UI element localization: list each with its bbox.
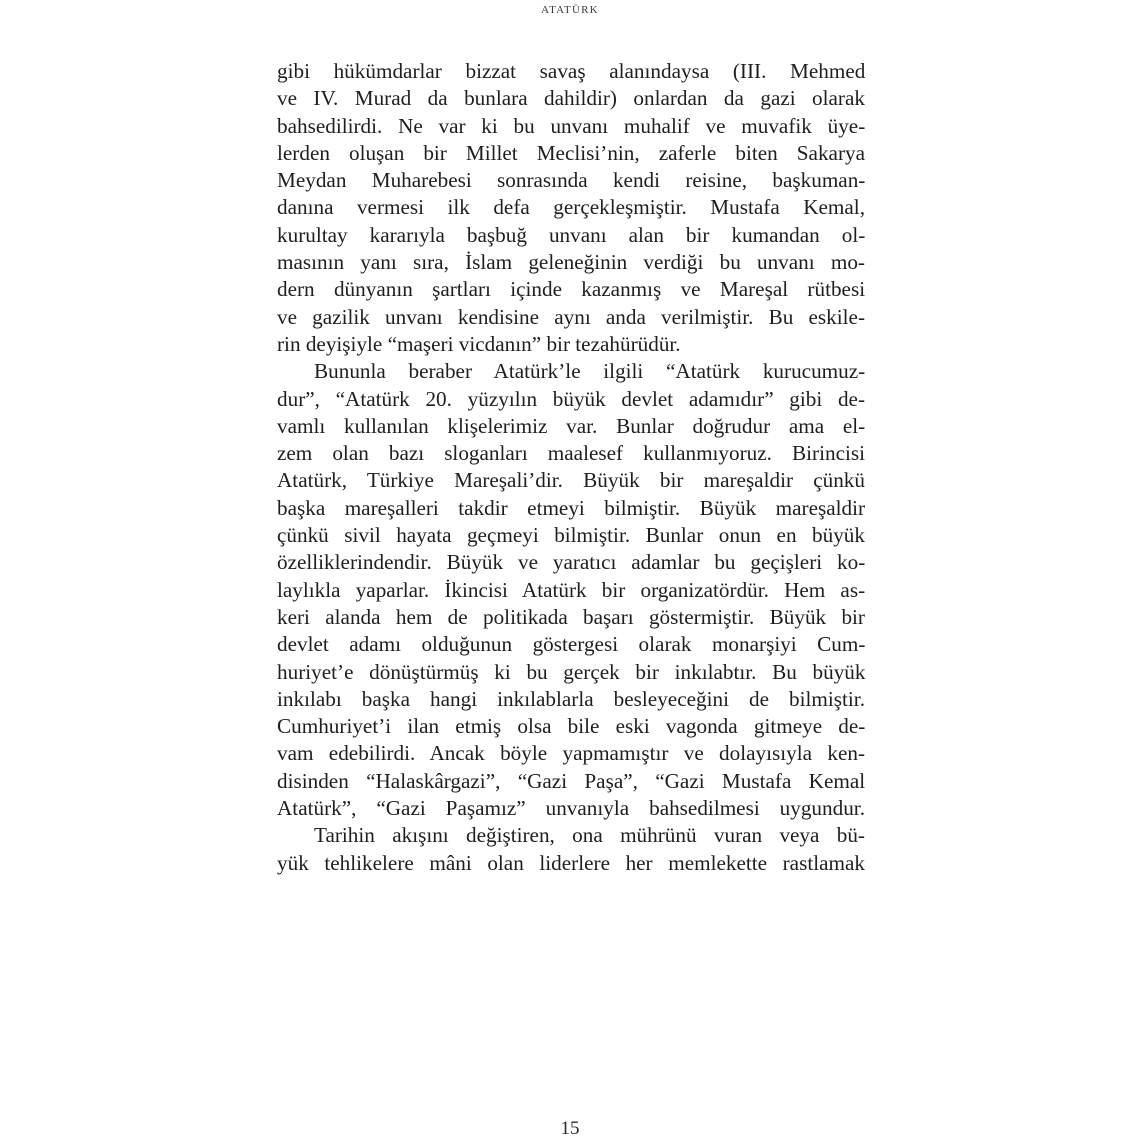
text-line: kurultay kararıyla başbuğ unvanı alan bir kumandan ol- [277,222,866,247]
text-line: çünkü sivil hayata geçmeyi bilmiştir. Bunlar onun en büyük [277,523,865,548]
text-line: başka mareşalleri takdir etmeyi bilmiştir. Büyük mareşaldir [277,495,866,520]
text-line: huriyet’e dönüştürmüş ki bu gerçek bir inkılabtır. Bu büyük [277,659,866,684]
text-line: Bununla beraber Atatürk’le ilgili “Atatürk kurucumuz- [314,359,866,384]
text-line: keri alanda hem de politikada başarı göstermiştir. Büyük bir [277,604,865,629]
text-line: dur”, “Atatürk 20. yüzyılın büyük devlet adamıdır” gibi de- [277,386,865,411]
text-line: ve gazilik unvanı kendisine aynı anda verilmiştir. Bu eskile- [277,304,865,329]
text-line: lerden oluşan bir Millet Meclisi’nin, zaferle biten Sakarya [277,140,865,165]
text-line: Atatürk, Türkiye Mareşali’dir. Büyük bir mareşaldir çünkü [277,468,865,493]
text-line: yük tehlikelere mâni olan liderlere her memlekette rastlamak [277,850,865,875]
text-line: bahsedilirdi. Ne var ki bu unvanı muhalif ve muvafik üye- [277,113,866,138]
running-head: ATATÜRK [541,4,599,16]
text-line: Meydan Muharebesi sonrasında kendi reisine, başkuman- [277,168,866,193]
body-text [277,58,865,877]
text-line: rin deyişiyle “maşeri vicdanın” bir tezahürüdür. [277,331,681,356]
text-line: laylıkla yaparlar. İkincisi Atatürk bir organizatördür. Hem as- [277,577,866,602]
paragraph [277,358,865,822]
text-line: danına vermesi ilk defa gerçekleşmiştir. Mustafa Kemal, [277,195,865,220]
text-line: zem olan bazı sloganları maalesef kullanmıyoruz. Birincisi [277,441,865,466]
text-line: disinden “Halaskârgazi”, “Gazi Paşa”, “Gazi Mustafa Kemal [277,768,866,793]
text-line: Tarihin akışını değiştiren, ona mührünü vuran veya bü- [314,823,865,848]
text-line: masının yanı sıra, İslam geleneğinin verdiği bu unvanı mo- [277,250,865,275]
text-line: dern dünyanın şartları içinde kazanmış ve Mareşal rütbesi [277,277,866,302]
text-line: Atatürk”, “Gazi Paşamız” unvanıyla bahsedilmesi uygundur. [277,796,865,821]
text-line: Cumhuriyet’i ilan etmiş olsa bile eski vagonda gitmeye de- [277,714,866,739]
paragraph [277,58,865,358]
text-line: ve IV. Murad da bunlara dahildir) onlardan da gazi olarak [277,86,865,111]
text-line: gibi hükümdarlar bizzat savaş alanındaysa (III. Mehmed [277,59,866,83]
paragraph [277,822,865,877]
text-line: inkılabı başka hangi inkılablarla besleyeceğini de bilmiştir. [277,686,865,711]
text-line: vam edebilirdi. Ancak böyle yapmamıştır ve dolayısıyla ken- [277,741,865,766]
text-line: vamlı kullanılan klişelerimiz var. Bunlar doğrudur ama el- [277,413,866,438]
text-line: devlet adamı olduğunun göstergesi olarak monarşiyi Cum- [277,632,866,657]
page-number: 15 [560,1118,580,1139]
text-line: özelliklerindendir. Büyük ve yaratıcı adamlar bu geçişleri ko- [277,550,866,575]
